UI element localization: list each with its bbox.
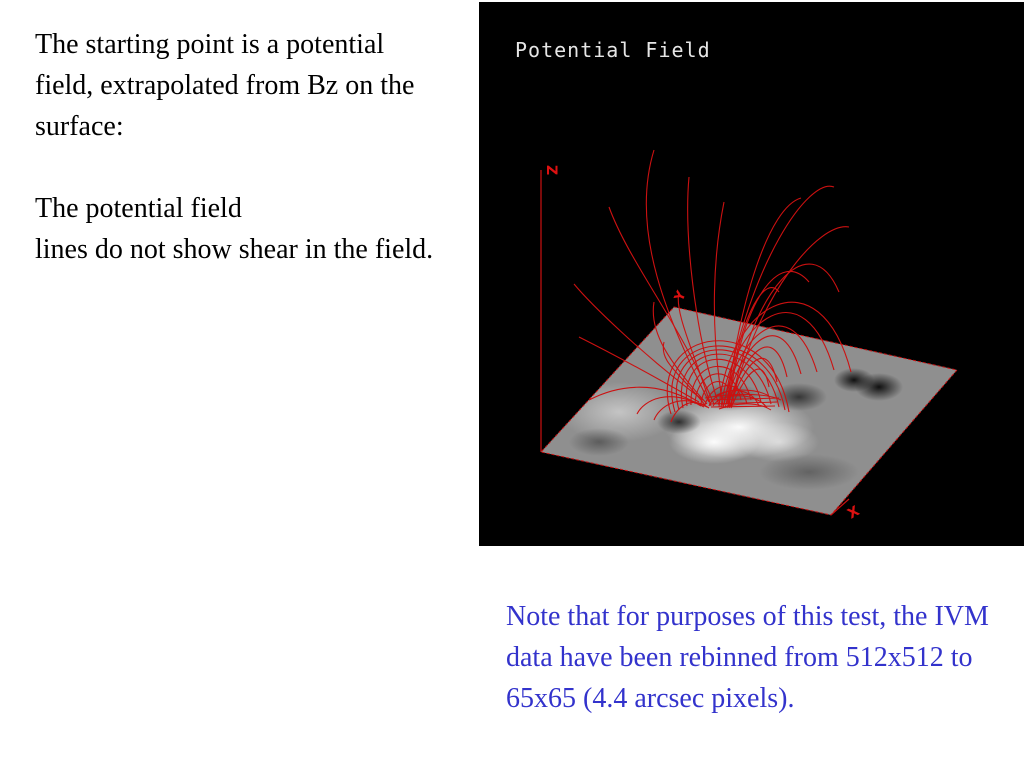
potential-field-figure bbox=[479, 2, 1024, 546]
intro-text-block bbox=[35, 24, 435, 270]
figure-title: Potential Field bbox=[515, 38, 711, 62]
x-axis-label: X bbox=[845, 503, 863, 523]
intro-paragraph: The starting point is a potential field, extrapolated from Bz on the surface: bbox=[35, 29, 415, 142]
rebinning-note: Note that for purposes of this test, the IVM data have been rebinned from 512x512 to 65x65 (4.4 arcsec pixels). bbox=[506, 601, 989, 714]
shear-paragraph bbox=[35, 188, 435, 270]
y-axis-label: Y bbox=[672, 288, 690, 304]
shear-paragraph-line-2: lines do not show shear in the field. bbox=[35, 234, 434, 265]
shear-paragraph-line-1: The potential field bbox=[35, 193, 242, 224]
z-axis-label: Z bbox=[543, 165, 559, 176]
field-line-plot bbox=[479, 2, 1024, 546]
